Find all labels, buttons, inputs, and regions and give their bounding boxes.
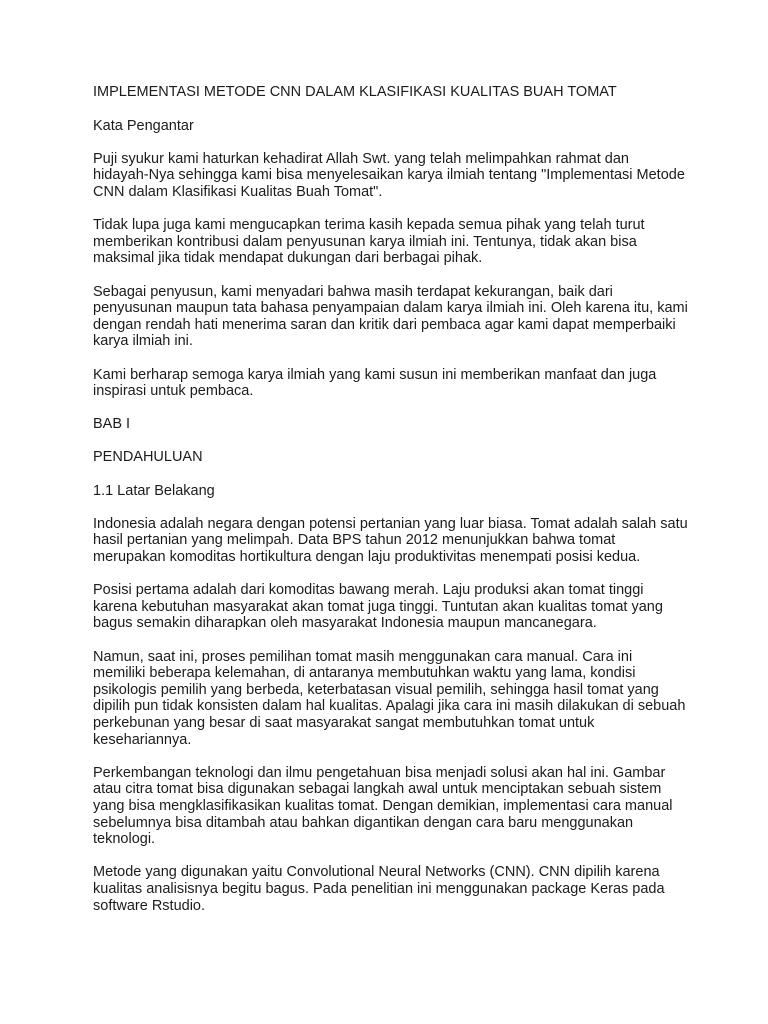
section-heading-kata-pengantar [93, 118, 688, 135]
text-line: Indonesia adalah negara dengan potensi pertanian yang luar biasa. Tomat adalah salah satu [93, 515, 688, 532]
text-line: Perkembangan teknologi dan ilmu pengetahuan bisa menjadi solusi akan hal ini. Gambar [93, 764, 666, 781]
text-line: memberikan kontribusi dalam penyusunan karya ilmiah ini. Tentunya, tidak akan bisa [93, 233, 637, 250]
text-line: Kami berharap semoga karya ilmiah yang kami susun ini memberikan manfaat dan juga [93, 366, 657, 383]
text-line: penyusunan maupun tata bahasa penyampaian dalam karya ilmiah ini. Oleh karena itu, kami [93, 300, 688, 317]
text-line: kesehariannya. [93, 731, 192, 748]
text-line: BAB I [93, 416, 131, 433]
text-line: dengan rendah hati menerima saran dan kritik dari pembaca agar kami dapat memperbaiki [93, 316, 676, 333]
chapter-title [93, 449, 688, 466]
text-line: memiliki beberapa kelemahan, di antaranya membutuhkan waktu yang lama, kondisi [93, 665, 636, 682]
text-line: maksimal jika tidak mendapat dukungan dari berbagai pihak. [93, 250, 483, 267]
text-line: bagus semakin diharapkan oleh masyarakat Indonesia maupun mancanegara. [93, 615, 597, 632]
paragraph [93, 765, 688, 848]
text-line: inspirasi untuk pembaca. [93, 383, 254, 400]
paragraph [93, 217, 688, 267]
text-line: teknologi. [93, 831, 156, 848]
text-line: dipilih pun tidak konsisten dalam hal kualitas. Apalagi jika cara ini masih dilakukan di sebuah [93, 698, 686, 715]
text-line: Kata Pengantar [93, 117, 194, 134]
text-line: Puji syukur kami haturkan kehadirat Allah Swt. yang telah melimpahkan rahmat dan [93, 150, 629, 167]
text-line: karya ilmiah ini. [93, 333, 193, 350]
text-line: Tidak lupa juga kami mengucapkan terima kasih kepada semua pihak yang telah turut [93, 217, 645, 234]
text-line: hidayah-Nya sehingga kami bisa menyelesaikan karya ilmiah tentang "Implementasi Metode [93, 167, 685, 184]
text-line: merupakan komoditas hortikultura dengan laju produktivitas menempati posisi kedua. [93, 549, 641, 566]
text-line: software Rstudio. [93, 897, 206, 914]
paragraph [93, 284, 688, 350]
text-line: 1.1 Latar Belakang [93, 482, 215, 499]
paragraph [93, 367, 688, 400]
text-line: Namun, saat ini, proses pemilihan tomat masih menggunakan cara manual. Cara ini [93, 648, 633, 665]
text-line: psikologis pemilih yang berbeda, keterbatasan visual pemilih, sehingga hasil tomat yang [93, 681, 659, 698]
text-line: yang bisa mengklasifikasikan kualitas tomat. Dengan demikian, implementasi cara manual [93, 797, 673, 814]
text-line: PENDAHULUAN [93, 449, 203, 466]
text-line: hasil pertanian yang melimpah. Data BPS tahun 2012 menunjukkan bahwa tomat [93, 532, 616, 549]
text-line: sebelumnya bisa ditambah atau bahkan digantikan dengan cara baru menggunakan [93, 814, 634, 831]
chapter-label [93, 416, 688, 433]
paragraph [93, 151, 688, 201]
text-line: kualitas analisisnya begitu bagus. Pada penelitian ini menggunakan package Keras pada [93, 880, 665, 897]
text-line: karena kebutuhan masyarakat akan tomat juga tinggi. Tuntutan akan kualitas tomat yang [93, 598, 663, 615]
paragraph [93, 864, 688, 914]
text-line: perkebunan yang besar di saat masyarakat sangat membutuhkan tomat untuk [93, 714, 595, 731]
text-line: atau citra tomat bisa digunakan sebagai langkah awal untuk menciptakan sebuah sistem [93, 781, 662, 798]
paragraph [93, 649, 688, 749]
document-body [93, 118, 688, 915]
document-title: IMPLEMENTASI METODE CNN DALAM KLASIFIKASI KUALITAS BUAH TOMAT [93, 84, 617, 100]
paragraph [93, 516, 688, 566]
text-line: Metode yang digunakan yaitu Convolutional Neural Networks (CNN). CNN dipilih karena [93, 864, 660, 881]
section-heading-latar-belakang [93, 483, 688, 500]
text-line: CNN dalam Klasifikasi Kualitas Buah Tomat". [93, 183, 383, 200]
paragraph [93, 582, 688, 632]
text-line: Sebagai penyusun, kami menyadari bahwa masih terdapat kekurangan, baik dari [93, 283, 613, 300]
text-line: Posisi pertama adalah dari komoditas bawang merah. Laju produksi akan tomat tinggi [93, 582, 644, 599]
